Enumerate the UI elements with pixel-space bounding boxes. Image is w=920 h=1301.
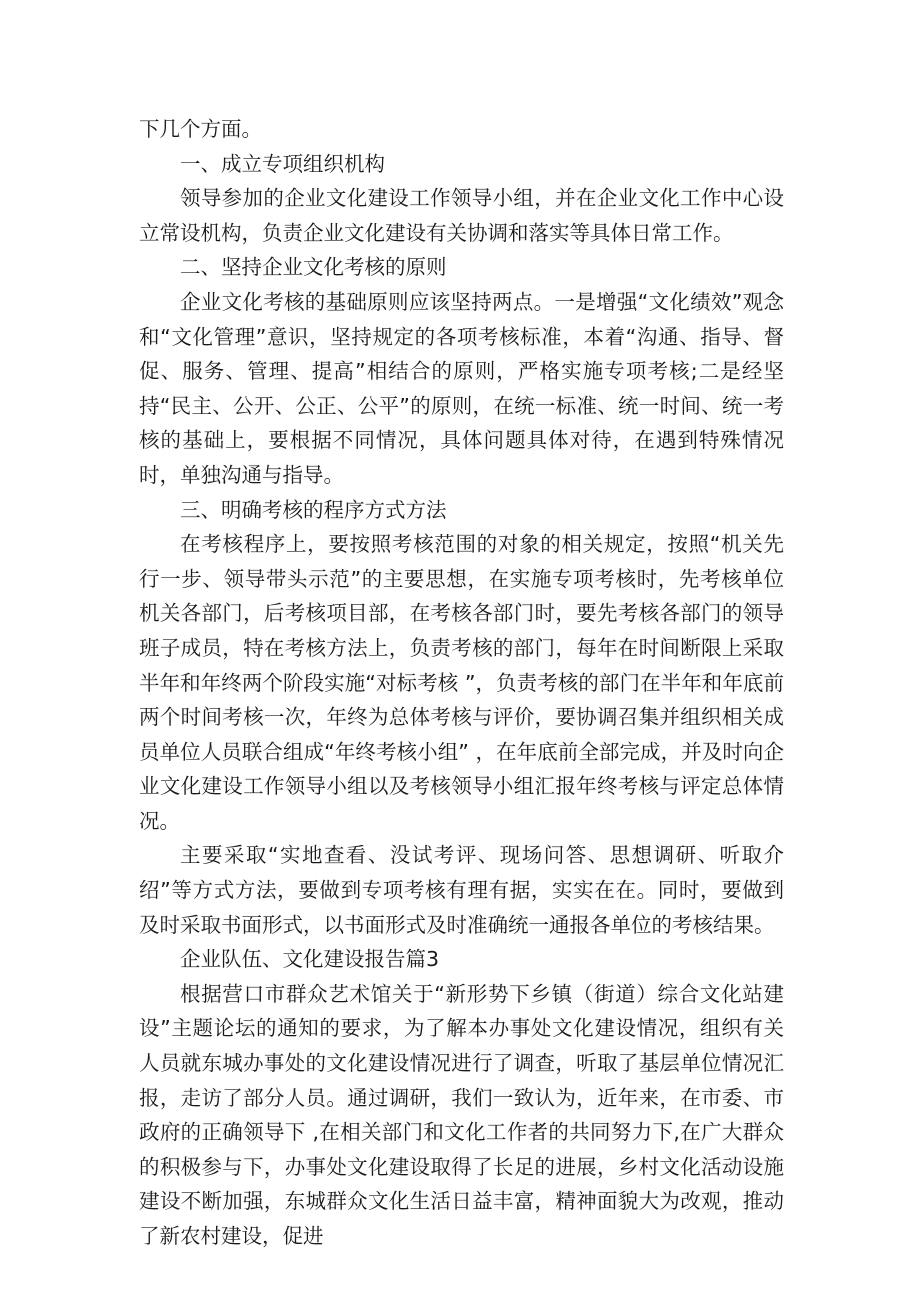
paragraph-continuation: 下几个方面。 (139, 117, 262, 141)
document-body (139, 112, 784, 1254)
paragraph: 在考核程序上，要按照考核范围的对象的相关规定，按照“机关先行一步、领导带头示范”的主要思想，在实施专项考核时，先考核单位机关各部门，后考核项目部，在考核各部门时，要先考核各部门的领导班子成员，特在考核方法上，负责考核的部门，每年在时间断限上采取半年和年终两个阶段实施“对标考核 ”，负责考核的部门在半年和年底前两个时间考核一次，年终为总体考核与评价，要协调召集并组织相关成员单位人员联合组成“年终考核小组” ，在年底前全部完成，并及时向企业文化建设工作领导小组以及考核领导小组汇报年终考核与评定总体情况。 (139, 532, 784, 833)
section-heading-2: 二、坚持企业文化考核的原则 (180, 255, 447, 280)
paragraph: 根据营口市群众艺术馆关于“新形势下乡镇（街道）综合文化站建设”主题论坛的通知的要求，为了解本办事处文化建设情况，组织有关人员就东城办事处的文化建设情况进行了调查，听取了基层单位情况汇报，走访了部分人员。通过调研，我们一致认为，近年来，在市委、市政府的正确领导下 ,在相关部门和文化工作者的共同努力下,在广大群众的积极参与下，办事处文化建设取得了长足的进展，乡村文化活动设施建设不断加强，东城群众文化生活日益丰富，精神面貌大为改观，推动了新农村建设，促进 (139, 981, 784, 1248)
section-heading-3: 三、明确考核的程序方式方法 (180, 497, 447, 522)
paragraph: 领导参加的企业文化建设工作领导小组，并在企业文化工作中心设立常设机构，负责企业文化建设有关协调和落实等具体日常工作。 (139, 186, 784, 245)
paragraph: 主要采取“实地查看、没试考评、现场问答、思想调研、听取介绍”等方式方法，要做到专项考核有理有据，实实在在。同时，要做到及时采取书面形式，以书面形式及时准确统一通报各单位的考核结果。 (139, 843, 784, 937)
paragraph: 企业文化考核的基础原则应该坚持两点。一是增强“文化绩效”观念和“文化管理”意识，坚持规定的各项考核标准，本着“沟通、指导、督促、服务、管理、提高”相结合的原则，严格实施专项考核;二是经坚持“民主、公开、公正、公平”的原则，在统一标准、统一时间、统一考核的基础上，要根据不同情况，具体问题具体对待，在遇到特殊情况时，单独沟通与指导。 (139, 289, 784, 487)
report-title: 企业队伍、文化建设报告篇3 (180, 947, 440, 972)
section-heading-1: 一、成立专项组织机构 (180, 151, 385, 176)
